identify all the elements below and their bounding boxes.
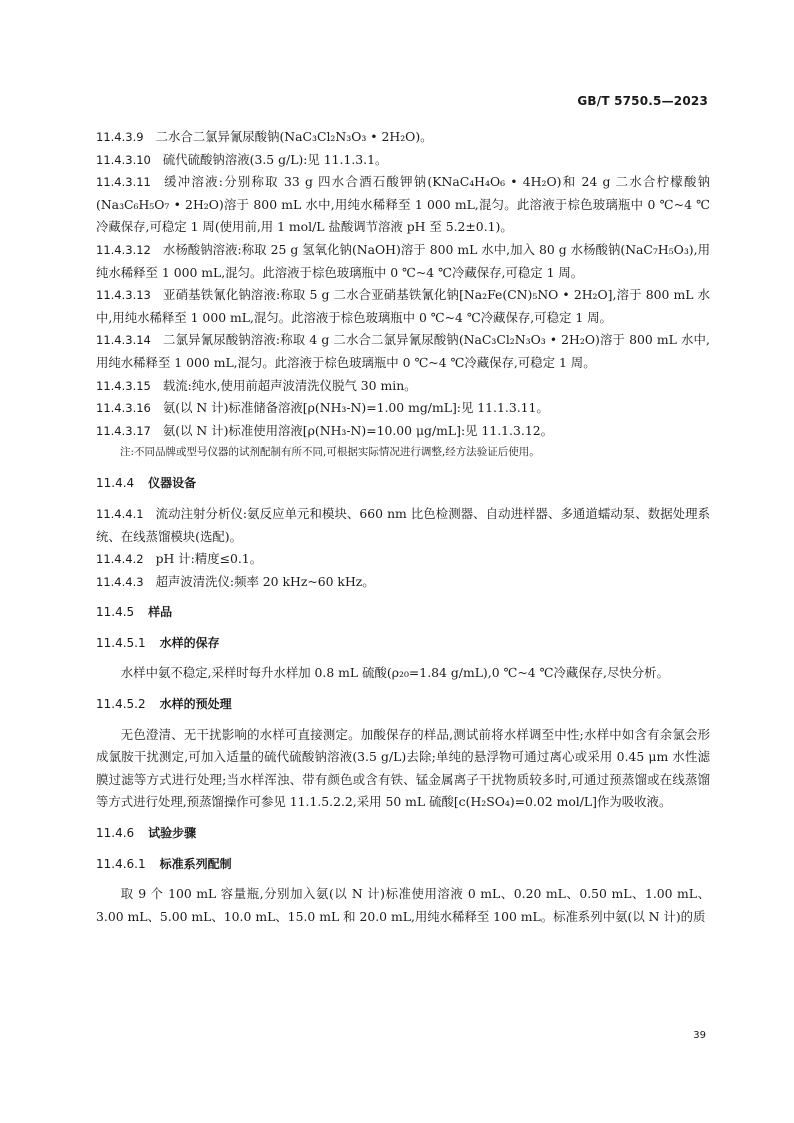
page-number: 39: [693, 1030, 706, 1041]
clause-number: 11.4.3.16: [96, 401, 151, 416]
reagent-item: [96, 239, 710, 284]
clause-text: 二氯异氰尿酸钠溶液:称取 4 g 二水合二氯异氰尿酸钠(NaC₃Cl₂N₃O₃ • 2H₂O)溶于 800 mL 水中,用纯水稀释至 1 000 mL,混匀。此溶液于棕色玻璃瓶中 0 ℃~4 ℃冷藏保存,可稳定 1 周。: [96, 332, 710, 370]
reagent-item: [96, 126, 710, 149]
paragraph: 水样中氨不稳定,采样时每升水样加 0.8 mL 硫酸(ρ₂₀=1.84 g/mL),0 ℃~4 ℃冷藏保存,尽快分析。: [120, 665, 669, 681]
reagent-item: [96, 397, 710, 420]
clause-text: pH 计:精度≤0.1。: [155, 551, 263, 567]
clause-text: 氨(以 N 计)标准使用溶液[ρ(NH₃-N)=10.00 μg/mL]:见 11.1.3.12。: [162, 422, 553, 438]
equipment-item: [96, 548, 710, 571]
reagent-item: [96, 375, 710, 398]
paragraph: 无色澄清、无干扰影响的水样可直接测定。加酸保存的样品,测试前将水样调至中性;水样中如含有余氯会形成氯胺干扰测定,可加入适量的硫代硫酸钠溶液(3.5 g/L)去除;单纯的悬浮物可通过离心或采用 0.45 μm 水性滤膜过滤等方式进行处理;当水样浑浊、带有颜色或含有铁、锰金属离子干扰物质较多时,可通过预蒸馏或在线蒸馏等方式进行处理,预蒸馏操作可参见 11.1.5.2.2,采用 50 mL 硫酸[c(H₂SO₄)=0.02 mol/L]作为吸收液。: [96, 726, 710, 810]
equipment-item: [96, 503, 710, 548]
clause-text: 亚硝基铁氰化钠溶液:称取 5 g 二水合亚硝基铁氰化钠[Na₂Fe(CN)₅NO • 2H₂O],溶于 800 mL 水中,用纯水稀释至 1 000 mL,混匀。此溶液于棕色玻璃瓶中 0 ℃~4 ℃冷藏保存,可稳定 1 周。: [96, 287, 710, 325]
section-heading: [96, 472, 710, 495]
section-heading: [96, 822, 710, 845]
reagent-item: [96, 284, 710, 329]
section-title: 试验步骤: [148, 826, 197, 841]
reagent-item: [96, 420, 710, 443]
clause-number: 11.4.3.11: [96, 175, 151, 190]
section-number: 11.4.6: [96, 826, 135, 841]
reagent-item: [96, 149, 710, 172]
subsection-title: 水样的保存: [159, 635, 220, 650]
subsection-number: 11.4.5.1: [96, 635, 146, 650]
section-number: 11.4.4: [96, 476, 135, 491]
clause-text: 氨(以 N 计)标准储备溶液[ρ(NH₃-N)=1.00 mg/mL]:见 11.1.3.11。: [162, 400, 549, 416]
clause-number: 11.4.3.10: [96, 152, 151, 167]
clause-text: 二水合二氯异氰尿酸钠(NaC₃Cl₂N₃O₃ • 2H₂O)。: [155, 129, 433, 144]
clause-number: 11.4.3.17: [96, 423, 151, 438]
section-heading: [96, 601, 710, 624]
subsection-title: 水样的预处理: [159, 697, 232, 712]
subsection-heading: [96, 632, 710, 655]
clause-number: 11.4.4.3: [96, 574, 144, 589]
clause-number: 11.4.3.9: [96, 130, 144, 144]
clause-text: 载流:纯水,使用前超声波清洗仪脱气 30 min。: [162, 377, 417, 393]
reagent-item: [96, 329, 710, 374]
reagent-item: [96, 171, 710, 239]
clause-text: 超声波清洗仪:频率 20 kHz~60 kHz。: [155, 573, 375, 589]
equipment-item: [96, 571, 710, 594]
section-title: 仪器设备: [148, 476, 197, 491]
section-number: 11.4.5: [96, 605, 135, 620]
clause-number: 11.4.3.13: [96, 288, 151, 303]
standard-number: GB/T 5750.5—2023: [577, 94, 708, 108]
clause-number: 11.4.3.15: [96, 378, 151, 393]
clause-number: 11.4.4.1: [96, 506, 144, 521]
clause-text: 水杨酸钠溶液:称取 25 g 氢氧化钠(NaOH)溶于 800 mL 水中,加入 80 g 水杨酸钠(NaC₇H₅O₃),用纯水稀释至 1 000 mL,混匀。此溶液于棕色玻璃瓶中 0 ℃~4 ℃冷藏保存,可稳定 1 周。: [96, 241, 710, 280]
note: 注:不同品牌或型号仪器的试剂配制有所不同,可根据实际情况进行调整,经方法验证后使用。: [120, 446, 540, 459]
clause-number: 11.4.3.14: [96, 333, 151, 348]
clause-number: 11.4.3.12: [96, 242, 151, 257]
paragraph: 取 9 个 100 mL 容量瓶,分别加入氨(以 N 计)标准使用溶液 0 mL、0.20 mL、0.50 mL、1.00 mL、3.00 mL、5.00 mL、10.0 mL、15.0 mL 和 20.0 mL,用纯水稀释至 100 mL。标准系列中氨(以 N 计)的质: [96, 886, 710, 924]
subsection-heading: [96, 693, 710, 716]
document-body: [96, 126, 710, 928]
section-title: 样品: [148, 605, 173, 620]
clause-text: 缓冲溶液:分别称取 33 g 四水合酒石酸钾钠(KNaC₄H₄O₆ • 4H₂O)和 24 g 二水合柠檬酸钠(Na₃C₆H₅O₇ • 2H₂O)溶于 800 mL 水中,用纯水稀释至 1 000 mL,混匀。此溶液于棕色玻璃瓶中 0 ℃~4 ℃冷藏保存,可稳定 1 周(使用前,用 1 mol/L 盐酸调节溶液 pH 至 5.2±0.1)。: [96, 174, 710, 235]
clause-text: 流动注射分析仪:氨反应单元和模块、660 nm 比色检测器、自动进样器、多通道蠕动泵、数据处理系统、在线蒸馏模块(选配)。: [96, 505, 710, 544]
subsection-number: 11.4.6.1: [96, 856, 146, 871]
subsection-number: 11.4.5.2: [96, 697, 146, 712]
subsection-heading: [96, 853, 710, 876]
subsection-title: 标准系列配制: [159, 856, 232, 871]
clause-text: 硫代硫酸钠溶液(3.5 g/L):见 11.1.3.1。: [162, 151, 388, 167]
clause-number: 11.4.4.2: [96, 552, 144, 567]
